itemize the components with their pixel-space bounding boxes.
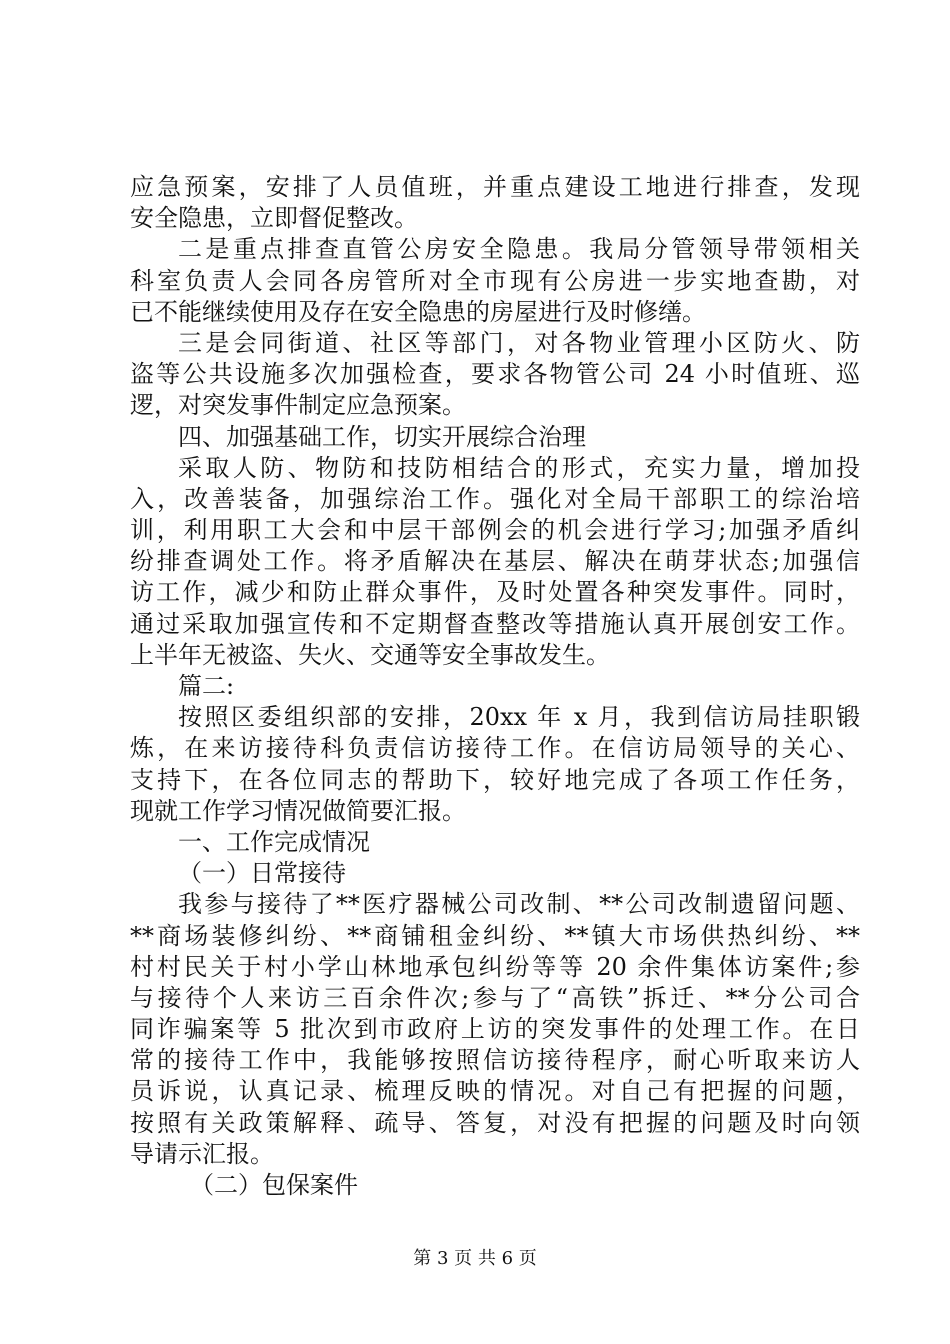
text-line: 常的接待工作中，我能够按照信访接待程序，耐心听取来访人 (130, 1046, 860, 1075)
text-line: （一）日常接待 (178, 859, 346, 888)
text-line: **商场装修纠纷、**商铺租金纠纷、**镇大市场供热纠纷、** (130, 921, 860, 950)
text-line: 逻，对突发事件制定应急预案。 (130, 391, 466, 420)
text-line: 应急预案，安排了人员值班，并重点建设工地进行排查，发现 (130, 173, 860, 201)
text-line: 按照区委组织部的安排，20xx 年 x 月，我到信访局挂职锻 (178, 703, 860, 732)
text-line: 通过采取加强宣传和不定期督查整改等措施认真开展创安工作。 (130, 609, 860, 638)
text-line: 安全隐患，立即督促整改。 (130, 204, 418, 233)
document-body (130, 172, 860, 1201)
text-line: 上半年无被盗、失火、交通等安全事故发生。 (130, 640, 610, 669)
text-line: 纷排查调处工作。将矛盾解决在基层、解决在萌芽状态;加强信 (130, 547, 860, 576)
text-line: 现就工作学习情况做简要汇报。 (130, 796, 466, 825)
text-line: 盗等公共设施多次加强检查，要求各物管公司 24 小时值班、巡 (130, 360, 860, 389)
text-line: 我参与接待了**医疗器械公司改制、**公司改制遗留问题、 (178, 890, 860, 919)
text-line: 已不能继续使用及存在安全隐患的房屋进行及时修缮。 (130, 297, 706, 326)
page-footer: 第 3 页 共 6 页 (413, 1248, 537, 1269)
text-line: 四、加强基础工作，切实开展综合治理 (178, 422, 586, 451)
text-line: 村村民关于村小学山林地承包纠纷等等 20 余件集体访案件;参 (130, 952, 860, 981)
text-line: 三是会同街道、社区等部门，对各物业管理小区防火、防 (178, 328, 860, 357)
text-line: 访工作，减少和防止群众事件，及时处置各种突发事件。同时， (130, 578, 860, 607)
text-line: 炼，在来访接待科负责信访接待工作。在信访局领导的关心、 (130, 734, 860, 763)
text-line: （二）包保案件 (190, 1171, 358, 1199)
text-line: 支持下，在各位同志的帮助下，较好地完成了各项工作任务， (130, 765, 860, 794)
text-line: 一、工作完成情况 (178, 827, 370, 856)
text-line: 二是重点排查直管公房安全隐患。我局分管领导带领相关 (178, 235, 860, 264)
text-line: 员诉说，认真记录、梳理反映的情况。对自己有把握的问题， (130, 1077, 860, 1106)
text-line: 篇二: (178, 672, 235, 700)
text-line: 训，利用职工大会和中层干部例会的机会进行学习;加强矛盾纠 (130, 516, 860, 545)
text-line: 采取人防、物防和技防相结合的形式，充实力量，增加投 (178, 453, 860, 482)
text-line: 导请示汇报。 (130, 1139, 274, 1168)
text-line: 按照有关政策解释、疏导、答复，对没有把握的问题及时向领 (130, 1108, 860, 1137)
text-line: 与接待个人来访三百余件次;参与了“高铁”拆迁、**分公司合 (130, 983, 860, 1012)
text-line: 入，改善装备，加强综治工作。强化对全局干部职工的综治培 (130, 484, 860, 513)
text-line: 科室负责人会同各房管所对全市现有公房进一步实地查勘，对 (130, 266, 860, 295)
text-line: 同诈骗案等 5 批次到市政府上访的突发事件的处理工作。在日 (130, 1015, 860, 1044)
